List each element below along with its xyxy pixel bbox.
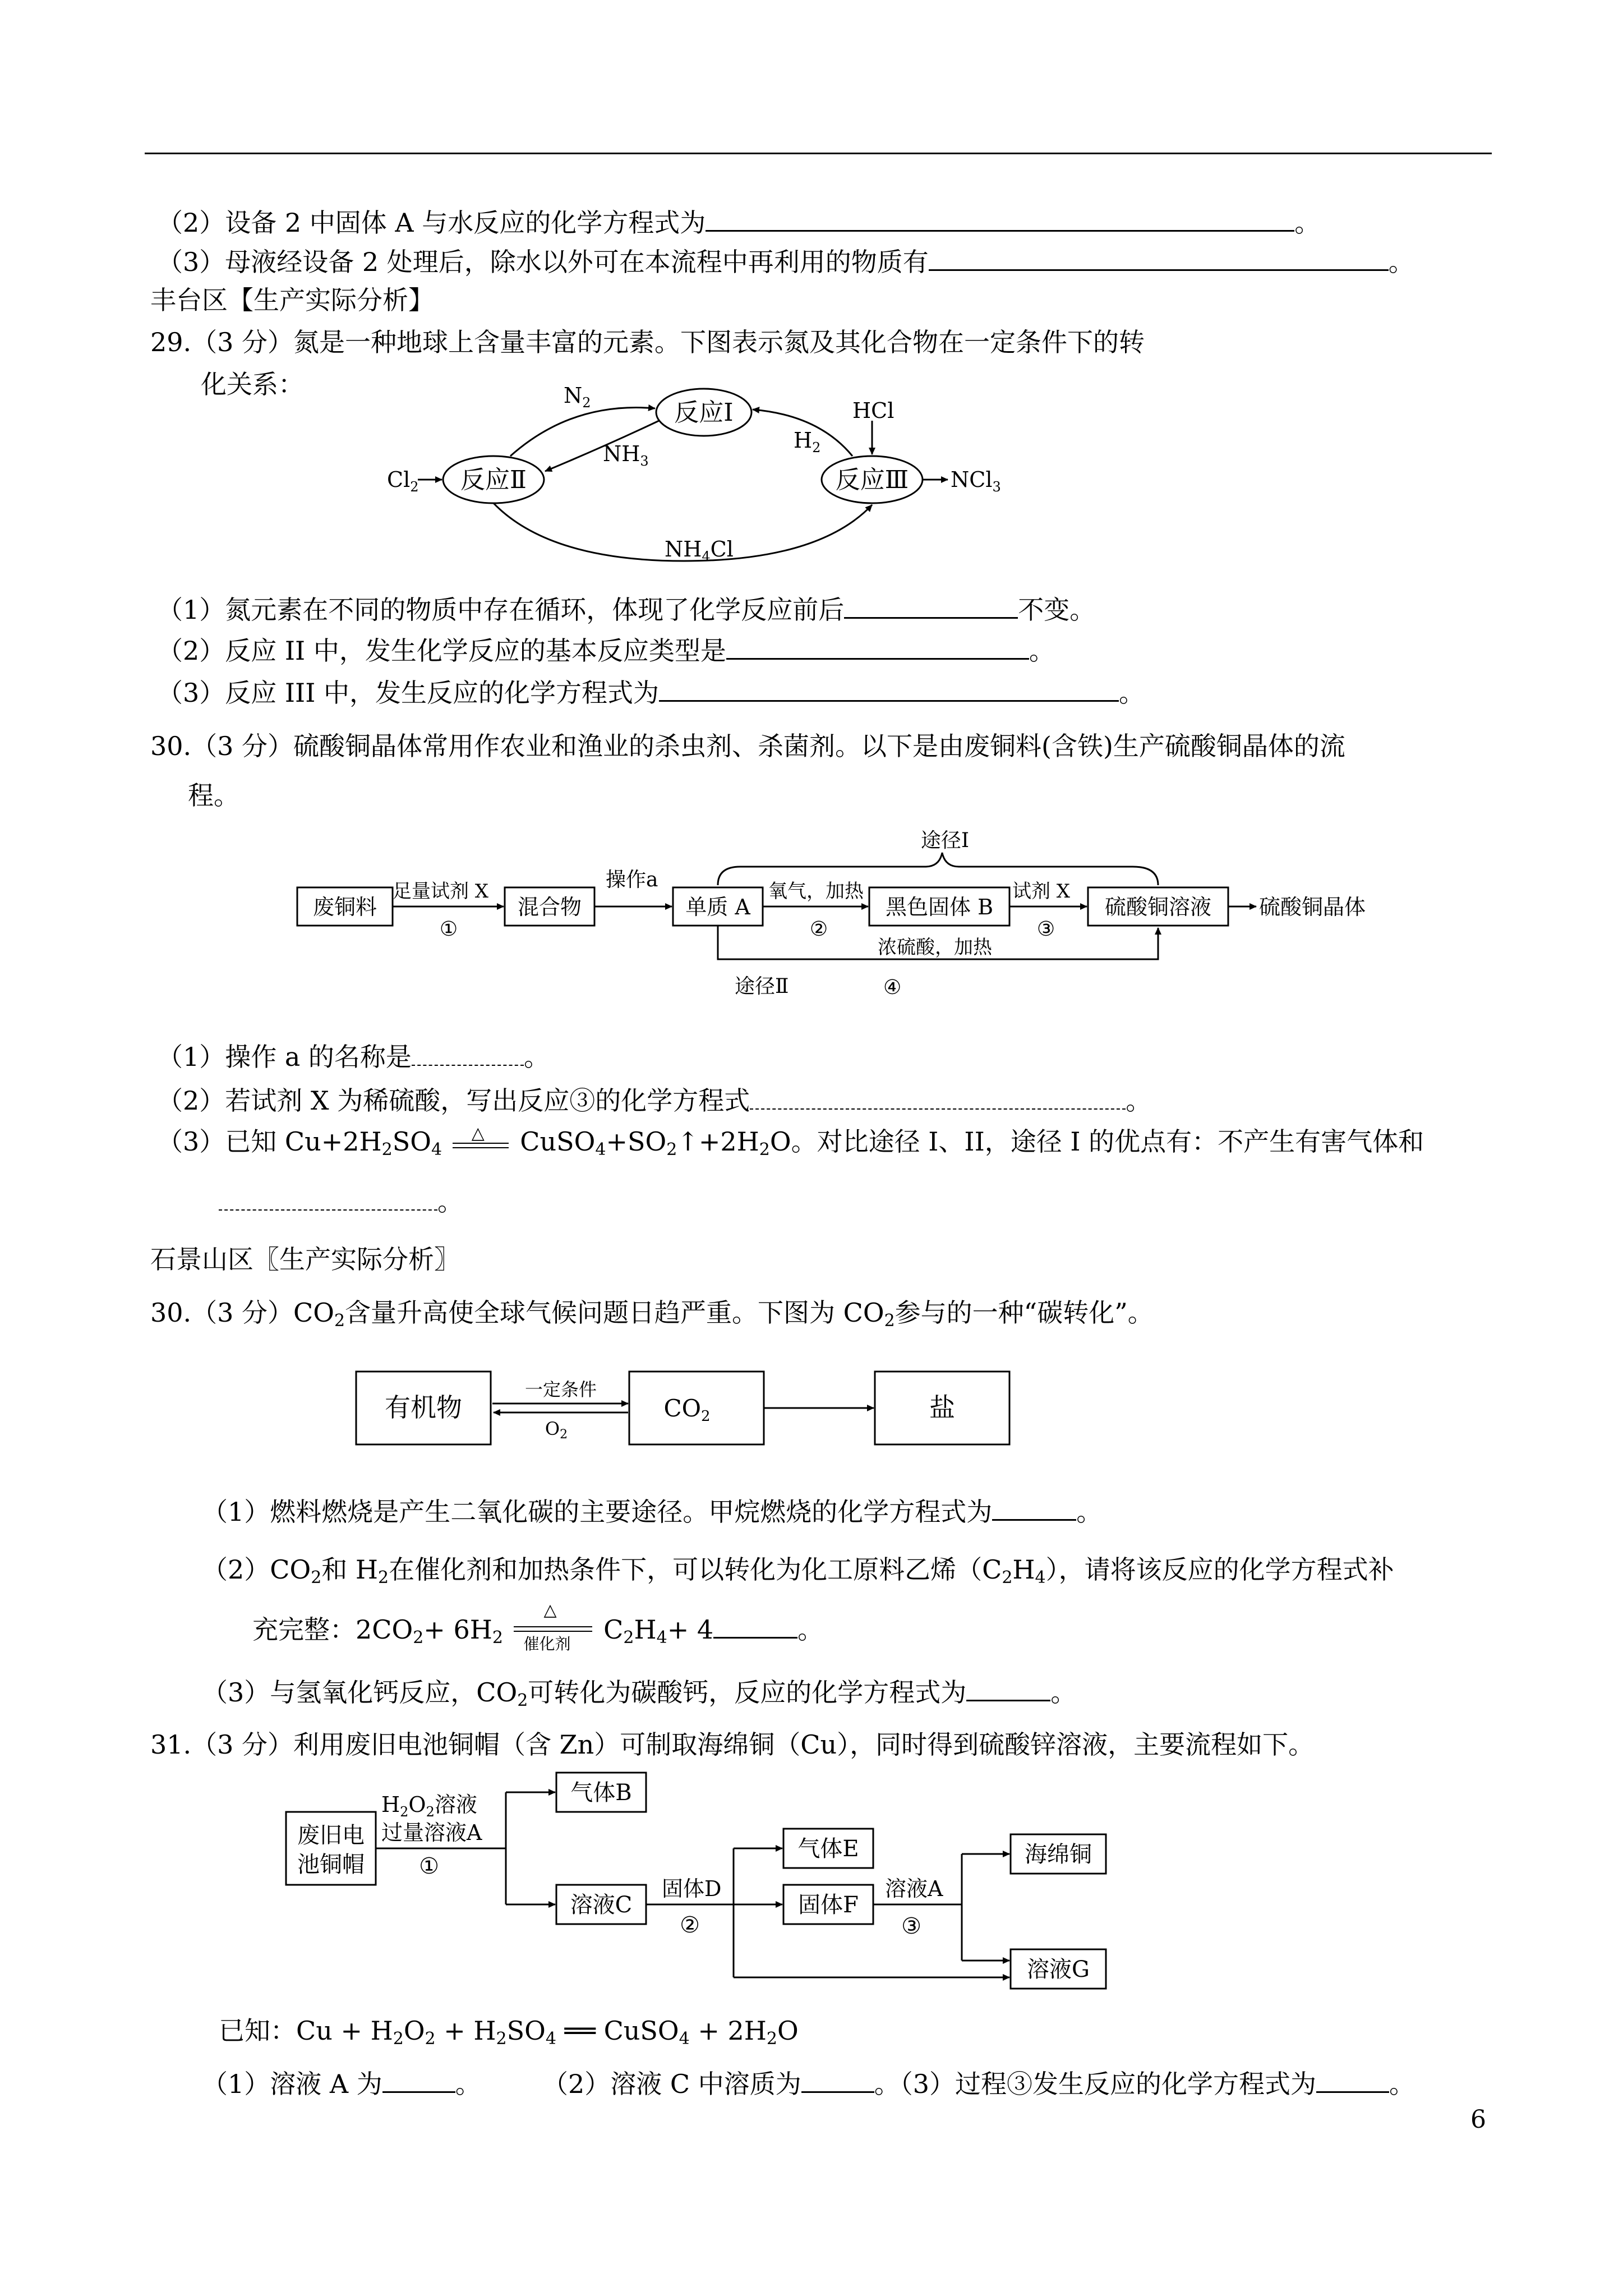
box-co2-label: CO2: [663, 1395, 711, 1425]
q30-fengtai-part2: （2）若试剂 X 为稀硫酸，写出反应③的化学方程式 。: [157, 1082, 1151, 1117]
step-number-3: ③: [1036, 918, 1055, 941]
carbon-conversion-diagram: [353, 1369, 1026, 1458]
step-number-2: ②: [680, 1912, 700, 1938]
answer-blank[interactable]: [750, 1082, 1126, 1110]
q30-shijingshan-part3: （3）与氢氧化钙反应，$CO_2$可转化为碳酸钙，反应的化学方程式为 。: [202, 1673, 1076, 1709]
q31-parts: （1）溶液 A 为 。 （2）溶液 C 中溶质为 。（3）过程③发生反应的化学方程式为 。: [202, 2064, 1415, 2101]
product-label: 硫酸铜晶体: [1259, 895, 1366, 919]
section-heading-fengtai: 丰台区【生产实际分析】: [150, 285, 434, 315]
section-heading-shijingshan: 石景山区〖生产实际分析〗: [150, 1244, 460, 1274]
label-ncl3: NCl$_3$: [951, 467, 1001, 495]
q30-shijingshan-part1: （1）燃料燃烧是产生二氧化碳的主要途径。甲烷燃烧的化学方程式为 。: [202, 1492, 1102, 1529]
equation-condition: △ 催化剂: [511, 1618, 596, 1645]
answer-blank[interactable]: [801, 2064, 874, 2093]
q30-shijingshan-part2-cont: 充完整：$2CO_2+ 6H_2$ △ 催化剂 $C_2H_4+ 4$ 。: [252, 1600, 824, 1653]
label-solid-d: 固体D: [662, 1876, 722, 1901]
q30-fengtai-part3-cont: 。: [219, 1182, 463, 1218]
known-equation: 已知：$Cu + H_2O_2 + H_2SO_4$ ══ CuSO$_4$ + $2H_2O$: [219, 2016, 799, 2049]
answer-blank[interactable]: [659, 673, 1119, 702]
q29-part3: （3）反应 III 中，发生反应的化学方程式为 。: [157, 673, 1145, 710]
step-number-3: ③: [901, 1913, 921, 1939]
box-waste-copper-label: 废铜料: [312, 895, 377, 919]
answer-blank[interactable]: [713, 1610, 797, 1639]
answer-blank[interactable]: [412, 1038, 524, 1066]
step-number-1: ①: [419, 1853, 439, 1879]
q29-part2: （2）反应 II 中，发生化学反应的基本反应类型是 。: [157, 631, 1055, 668]
reaction-2-label: 反应Ⅱ: [460, 466, 527, 494]
answer-blank[interactable]: [382, 2064, 455, 2093]
label-n2: $N_2$: [564, 383, 591, 411]
label-h2: $H_2$: [794, 428, 821, 455]
answer-blank[interactable]: [726, 631, 1029, 660]
reaction-3-label: 反应Ⅲ: [835, 466, 909, 494]
nitrogen-cycle-diagram: [370, 337, 1021, 572]
label-oxygen-heat: 氧气，加热: [768, 880, 864, 903]
box-waste-battery-caps-line2: 池铜帽: [297, 1852, 365, 1878]
q31-title: 31.（3 分）利用废旧电池铜帽（含 Zn）可制取海绵铜（Cu），同时得到硫酸锌溶液，主要流程如下。: [150, 1729, 1315, 1760]
step-number-2: ②: [809, 918, 828, 941]
q30-fengtai-title: 30.（3 分）硫酸铜晶体常用作农业和渔业的杀虫剂、杀菌剂。以下是由废铜料(含铁)生产硫酸铜晶体的流: [150, 731, 1345, 761]
box-black-solid-b-label: 黑色固体 B: [885, 895, 994, 919]
answer-blank[interactable]: [992, 1492, 1076, 1521]
answer-blank[interactable]: [929, 242, 1389, 271]
answer-blank[interactable]: [219, 1182, 437, 1211]
header-rule: [145, 153, 1492, 154]
q29-title: 29.（3 分）氮是一种地球上含量丰富的元素。下图表示氮及其化合物在一定条件下的转: [150, 327, 1145, 357]
route-2-label: 途径Ⅱ: [735, 975, 789, 998]
box-solution-c-label: 溶液C: [570, 1892, 633, 1918]
label-operation-a: 操作a: [606, 868, 658, 891]
label-excess-solution-a: 过量溶液A: [381, 1820, 482, 1845]
q28-part3: （3）母液经设备 2 处理后，除水以外可在本流程中再利用的物质有 。: [157, 242, 1414, 279]
label-nh3: $NH_3$: [603, 441, 649, 469]
route-1-label: 途径Ⅰ: [920, 829, 970, 852]
label-reagent-x-excess: 足量试剂 X: [393, 880, 489, 903]
box-mixture-label: 混合物: [517, 895, 582, 919]
q30-fengtai-part3: （3）已知 $Cu+2H_2SO_4$ △ $CuSO_4+SO_2↑+2H_2O$。对比途径 I、II，途径 I 的优点有：不产生有害气体和: [157, 1124, 1424, 1159]
label-h2o2-solution: $H_2O_2$溶液: [381, 1792, 477, 1820]
label-nh4cl: $NH_4Cl$: [665, 537, 734, 564]
box-element-a-label: 单质 A: [685, 895, 750, 919]
box-solid-f-label: 固体F: [798, 1892, 859, 1918]
box-sponge-copper-label: 海绵铜: [1025, 1842, 1092, 1867]
label-solution-a: 溶液A: [885, 1876, 943, 1901]
q30-fengtai-title-cont: 程。: [188, 780, 239, 811]
box-gas-e-label: 气体E: [797, 1836, 859, 1862]
equation-condition: △: [450, 1130, 512, 1157]
q30-fengtai-part1: （1）操作 a 的名称是 。: [157, 1038, 550, 1074]
step-number-1: ①: [439, 918, 458, 941]
q30-shijingshan-part2: $(2)CO_2$和 $H_2$在催化剂和加热条件下，可以转化为化工原料乙烯$(C_2H_4)$，请将该反应的化学方程式补: [202, 1554, 1394, 1588]
box-waste-battery-caps-line1: 废旧电: [297, 1823, 365, 1848]
label-conc-sulfuric-heat: 浓硫酸，加热: [878, 936, 992, 959]
label-hcl: HCl: [852, 398, 895, 423]
step-number-4: ④: [883, 976, 902, 999]
label-o2: O2: [545, 1418, 568, 1442]
box-solution-g-label: 溶液G: [1027, 1957, 1090, 1982]
box-gas-b-label: 气体B: [570, 1780, 632, 1806]
page-number: 6: [1470, 2105, 1486, 2134]
box-organic-label: 有机物: [385, 1392, 462, 1423]
label-cl2: $Cl_2$: [387, 467, 419, 495]
label-condition: 一定条件: [524, 1379, 597, 1400]
copper-sulfate-flow-diagram: [292, 825, 1402, 1015]
answer-blank[interactable]: [966, 1673, 1050, 1701]
sponge-copper-flow-diagram: [280, 1770, 1122, 1994]
q28-part2: （2）设备 2 中固体 A 与水反应的化学方程式为 。: [157, 203, 1320, 240]
q30-shijingshan-title: 30.（3 分）$CO_2$含量升高使全球气候问题日趋严重。下图为 $CO_2$参与的一种“碳转化”。: [150, 1297, 1154, 1331]
answer-blank[interactable]: [706, 203, 1294, 232]
box-salt-label: 盐: [929, 1392, 955, 1423]
label-reagent-x: 试剂 X: [1012, 880, 1071, 903]
answer-blank[interactable]: [844, 590, 1018, 619]
box-copper-sulfate-solution-label: 硫酸铜溶液: [1104, 895, 1212, 919]
q29-title-cont: 化关系：: [201, 369, 304, 399]
answer-blank[interactable]: [1316, 2064, 1389, 2093]
q29-part1: （1）氮元素在不同的物质中存在循环，体现了化学反应前后 不变。: [157, 590, 1095, 627]
reaction-1-label: 反应Ⅰ: [674, 398, 734, 427]
